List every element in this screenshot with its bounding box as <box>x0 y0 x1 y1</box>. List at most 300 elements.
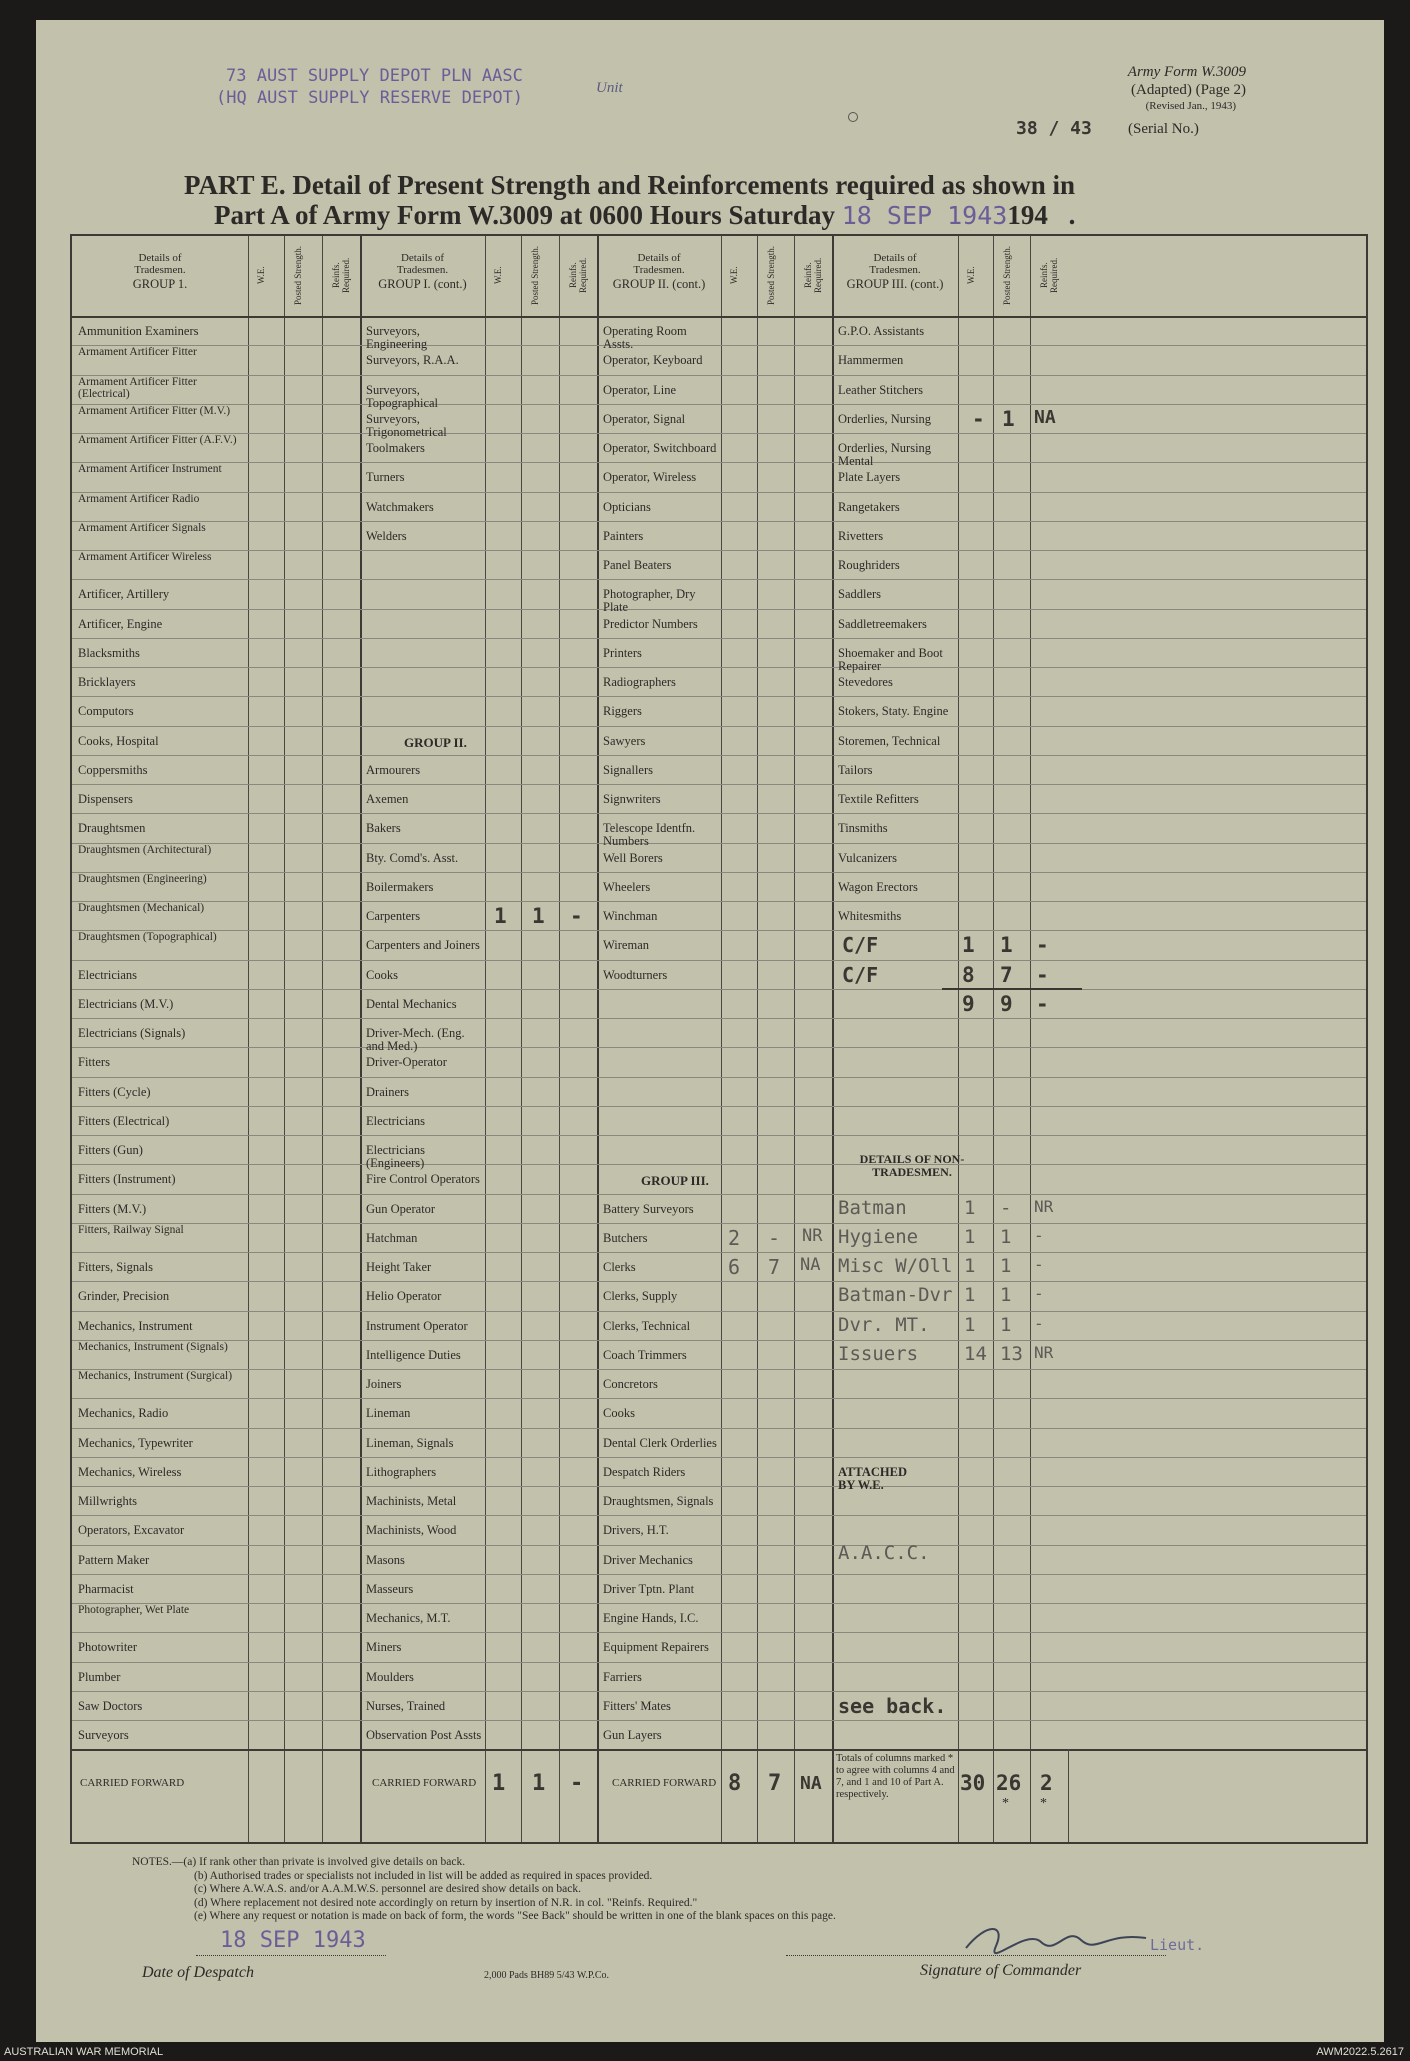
row-rule <box>72 1574 1366 1575</box>
notes-block <box>132 1856 836 1924</box>
cf-reinfs: - <box>1036 962 1049 987</box>
subheader-posted: Posted Strength. <box>1001 245 1012 305</box>
trade-row: Well Borers <box>603 850 663 865</box>
non-tradesman-posted: 1 <box>1000 1225 1012 1248</box>
group-heading: GROUP III. <box>641 1173 709 1189</box>
row-rule <box>72 404 1366 405</box>
trade-row: Carpenters and Joiners <box>366 938 480 953</box>
trade-row: Grinder, Precision <box>78 1289 170 1304</box>
form-revised: (Revised Jan., 1943) <box>1145 100 1236 112</box>
trade-row: Wireman <box>603 938 650 953</box>
trade-row: Masons <box>366 1552 405 1567</box>
year-suffix: 194 <box>1007 200 1048 230</box>
trade-row: Shoemaker and Boot Repairer <box>838 645 943 673</box>
row-rule <box>72 784 1366 785</box>
column-rule <box>597 236 599 1842</box>
trade-row: Carpenters <box>366 909 421 923</box>
column-rule <box>284 236 285 1842</box>
trade-row: Armament Artificer Fitter (Electrical) <box>78 375 197 400</box>
trade-row: Rangetakers <box>838 499 900 514</box>
row-rule <box>72 1340 1366 1341</box>
trade-row: Hammermen <box>838 353 904 368</box>
row-rule <box>72 1106 1366 1107</box>
trade-row: Bty. Comd's. Asst. <box>366 850 459 865</box>
non-tradesman-posted: 13 <box>1000 1342 1023 1365</box>
row-rule <box>72 550 1366 551</box>
subheader-reinfs: Reinfs. Required. <box>803 257 823 293</box>
part-e-title-line2: Part A of Army Form W.3009 at 0600 Hours Saturday <box>214 200 835 230</box>
row-rule <box>72 726 1366 727</box>
trade-row: Millwrights <box>78 1494 138 1508</box>
cf-label: C/F <box>842 933 879 958</box>
strength-table <box>70 234 1368 1844</box>
trade-row: Mechanics, Typewriter <box>78 1435 193 1450</box>
row-rule <box>72 1311 1366 1312</box>
trade-row: Surveyors, Engineering <box>366 324 428 351</box>
trade-row: Tinsmiths <box>838 821 888 836</box>
trade-row: Artificer, Engine <box>78 616 163 631</box>
trade-row: Photowriter <box>78 1640 138 1655</box>
header-rule <box>72 316 1366 318</box>
row-rule <box>72 1632 1366 1633</box>
trade-row: Armament Artificer Fitter (M.V.) <box>78 404 231 417</box>
totals-we: 30 <box>960 1771 986 1796</box>
trade-row: Electricians (Signals) <box>78 1026 186 1040</box>
non-tradesmen-header: DETAILS OF NON-TRADESMEN. <box>859 1151 965 1179</box>
row-rule <box>72 1457 1366 1458</box>
trade-row: Winchman <box>603 909 658 923</box>
trade-row: Concretors <box>603 1377 658 1391</box>
attached-header: ATTACHED BY W.E. <box>838 1464 907 1492</box>
row-rule <box>72 609 1366 610</box>
trade-row: Cooks <box>366 967 398 982</box>
trade-row: Blacksmiths <box>78 645 140 660</box>
note-d: (d) Where replacement not desired note accordingly on return by insertion of N.R. in col. "Reinfs. Required." <box>194 1896 698 1909</box>
trade-row: Armament Artificer Radio <box>78 492 200 505</box>
trade-row: Electricians (Engineers) <box>366 1143 425 1170</box>
group-heading: GROUP II. <box>404 734 467 750</box>
row-rule <box>72 1398 1366 1399</box>
trade-row: Roughriders <box>838 558 900 572</box>
carried-forward-label: CARRIED FORWARD <box>80 1777 185 1790</box>
row-rule <box>72 1486 1366 1487</box>
part-e-title: PART E. Detail of Present Strength and Reinforcements required as shown in Part A of Army Form W.3009 at 0600 Hours Saturday 18 SEP 1943194 . <box>184 170 1076 230</box>
trade-row: Instrument Operator <box>366 1318 468 1333</box>
trade-row: Armament Artificer Fitter (A.F.V.) <box>78 434 237 446</box>
trade-row: Fitters (M.V.) <box>78 1201 147 1216</box>
trade-row: Painters <box>603 528 644 543</box>
trade-row: Armament Artificer Wireless <box>78 551 212 563</box>
entry-reinfs: NA <box>800 1255 821 1275</box>
trade-row: Orderlies, Nursing <box>838 411 932 426</box>
subheader-reinfs: Reinfs. Required. <box>568 257 588 293</box>
row-rule <box>72 1194 1366 1195</box>
trade-row: Artificer, Artillery <box>78 587 170 602</box>
header-col2: Details of Tradesmen. GROUP I. (cont.) <box>378 252 467 291</box>
subheader-posted: Posted Strength. <box>530 245 540 305</box>
column-rule <box>832 236 834 1842</box>
trade-row: Storemen, Technical <box>838 733 941 748</box>
trade-row: Masseurs <box>366 1581 414 1596</box>
trade-row: Operator, Signal <box>603 411 686 426</box>
despatch-rule <box>196 1955 386 1956</box>
trade-row: Tailors <box>838 762 873 777</box>
column-rule <box>958 236 959 1842</box>
trade-row: Draughtsmen, Signals <box>603 1494 714 1508</box>
trade-row: Watchmakers <box>366 499 434 514</box>
trade-row: Woodturners <box>603 967 668 982</box>
trade-row: Welders <box>366 528 407 543</box>
trade-row: Engine Hands, I.C. <box>603 1611 699 1625</box>
form-number: Army Form W.3009 <box>1127 64 1246 80</box>
entry-we: 6 <box>728 1255 741 1279</box>
non-tradesman-we: 1 <box>964 1196 976 1219</box>
trade-row: Fitters (Cycle) <box>78 1084 151 1099</box>
trade-row: Mechanics, Instrument (Surgical) <box>78 1370 233 1382</box>
printer-imprint: 2,000 Pads BH89 5/43 W.P.Co. <box>484 1970 610 1981</box>
serial-label: (Serial No.) <box>1128 121 1199 137</box>
trade-row: Operators, Excavator <box>78 1523 185 1538</box>
subheader-we: W.E. <box>965 266 976 284</box>
cf-reinfs: NA <box>800 1773 822 1795</box>
entry-posted: 1 <box>1002 406 1015 431</box>
trade-row: Driver-Mech. (Eng. and Med.) <box>366 1026 465 1053</box>
row-rule <box>72 1223 1366 1224</box>
row-rule <box>72 492 1366 493</box>
non-tradesman-posted: 1 <box>1000 1284 1012 1307</box>
trade-row: Stevedores <box>838 675 893 689</box>
trade-row: Fitters' Mates <box>603 1698 671 1713</box>
totals-posted: 26 <box>996 1771 1022 1796</box>
cf-posted: 7 <box>1000 962 1013 987</box>
trade-row: Draughtsmen (Topographical) <box>78 931 217 944</box>
column-rule <box>485 236 486 1842</box>
trade-row: Clerks, Supply <box>603 1289 678 1304</box>
totals-reinfs: 2 <box>1040 1771 1053 1796</box>
trade-row: Fitters (Gun) <box>78 1143 143 1157</box>
trade-row: Ammunition Examiners <box>78 324 199 338</box>
trade-row: Saddlers <box>838 587 882 602</box>
row-rule <box>72 1720 1366 1721</box>
non-tradesman-posted: 1 <box>1000 1313 1012 1336</box>
trade-row: Lithographers <box>366 1464 437 1479</box>
trade-row: Drivers, H.T. <box>603 1523 669 1538</box>
non-tradesman-label: Batman-Dvr <box>838 1284 953 1307</box>
trade-row: Orderlies, Nursing Mental <box>838 441 932 468</box>
column-rule <box>1030 236 1031 1842</box>
non-tradesman-label: Misc W/Oll <box>838 1255 953 1277</box>
trade-row: Operator, Keyboard <box>603 353 703 368</box>
row-rule <box>72 375 1366 376</box>
trade-row: Drainers <box>366 1084 410 1099</box>
aacc-entry: A.A.C.C. <box>838 1541 930 1564</box>
trade-row: Turners <box>366 470 405 485</box>
non-tradesman-we: 1 <box>964 1225 976 1248</box>
row-rule <box>72 1515 1366 1516</box>
column-rule <box>360 236 362 1842</box>
form-page <box>36 20 1384 2042</box>
row-rule <box>72 1252 1366 1253</box>
trade-row: Cooks <box>603 1406 635 1421</box>
trade-row: Signwriters <box>603 792 661 806</box>
despatch-date-stamp: 18 SEP 1943 <box>220 1928 366 1953</box>
row-rule <box>72 462 1366 463</box>
cf-posted: 9 <box>1000 991 1013 1016</box>
row-rule <box>72 755 1366 756</box>
trade-row: Miners <box>366 1640 402 1655</box>
column-rule <box>521 236 522 1842</box>
trade-row: Armourers <box>366 762 421 777</box>
header-col4: Details of Tradesmen. GROUP III. (cont.) <box>846 252 944 291</box>
unit-stamp-line2: (HQ AUST SUPPLY RESERVE DEPOT) <box>216 88 524 108</box>
trade-row: Armament Artificer Instrument <box>78 463 222 476</box>
row-rule <box>72 901 1366 902</box>
row-rule <box>72 696 1366 697</box>
non-tradesman-label: Issuers <box>838 1342 919 1365</box>
sum-rule <box>942 988 1082 990</box>
row-rule <box>72 843 1366 844</box>
trade-row: Intelligence Duties <box>366 1347 461 1362</box>
trade-row: Driver Mechanics <box>603 1552 693 1567</box>
trade-row: Clerks, Technical <box>603 1318 691 1333</box>
row-rule <box>72 1077 1366 1078</box>
trade-row: Saddletreemakers <box>838 616 927 631</box>
subheader-posted: Posted Strength. <box>293 245 303 305</box>
non-tradesman-label: Dvr. MT. <box>838 1313 930 1336</box>
trade-row: Clerks <box>603 1260 636 1274</box>
trade-row: Whitesmiths <box>838 909 902 923</box>
trade-row: Fitters, Signals <box>78 1260 154 1274</box>
trade-row: Pattern Maker <box>78 1552 150 1567</box>
form-adapted: (Adapted) (Page 2) <box>1131 82 1246 98</box>
trade-row: Battery Surveyors <box>603 1201 694 1216</box>
row-rule <box>72 1603 1366 1604</box>
trade-row: Fitters, Railway Signal <box>78 1223 184 1236</box>
trade-row: Radiographers <box>603 675 676 689</box>
row-rule <box>72 989 1366 990</box>
see-back-entry: see back. <box>838 1693 947 1718</box>
row-rule <box>72 667 1366 668</box>
trade-row: Pharmacist <box>78 1581 134 1596</box>
trade-row: Machinists, Metal <box>366 1494 457 1508</box>
row-rule <box>72 960 1366 961</box>
body-end-rule <box>72 1749 1366 1751</box>
cf-we: 1 <box>962 933 975 958</box>
trade-row: Moulders <box>366 1669 414 1684</box>
column-rule <box>794 236 795 1842</box>
note-c: (c) Where A.W.A.S. and/or A.A.M.W.S. personnel are desired show details on back. <box>194 1883 581 1895</box>
trade-row: Saw Doctors <box>78 1698 143 1713</box>
column-rule <box>248 236 249 1842</box>
non-tradesman-we: 1 <box>964 1284 976 1307</box>
trade-row: Draughtsmen <box>78 821 146 836</box>
trade-row: Textile Refitters <box>838 792 919 806</box>
trade-row: Sawyers <box>603 733 646 748</box>
column-rule <box>1068 1749 1069 1842</box>
subheader-we: W.E. <box>256 266 266 284</box>
date-stamp-title: 18 SEP 1943 <box>841 201 1008 230</box>
entry-we: 1 <box>494 904 507 928</box>
trade-row: Draughtsmen (Engineering) <box>78 872 207 885</box>
trade-row: Wheelers <box>603 879 651 894</box>
trade-row: Surveyors, Trigonometrical <box>366 411 447 439</box>
column-rule <box>721 236 722 1842</box>
trade-row: Computors <box>78 704 134 719</box>
header-col1: Details of Tradesmen. GROUP 1. <box>132 252 188 291</box>
row-rule <box>72 1428 1366 1429</box>
trade-row: Fitters (Electrical) <box>78 1113 170 1128</box>
non-tradesman-reinfs: NR <box>1034 1342 1054 1362</box>
row-rule <box>72 1545 1366 1546</box>
entry-reinfs: - <box>570 904 583 928</box>
punch-hole <box>848 112 858 122</box>
carried-forward-label: CARRIED FORWARD <box>612 1777 717 1790</box>
row-rule <box>72 1281 1366 1282</box>
trade-row: Joiners <box>366 1377 402 1391</box>
trade-row: Toolmakers <box>366 441 425 455</box>
trade-row: Vulcanizers <box>838 850 897 865</box>
trade-row: Machinists, Wood <box>366 1523 457 1538</box>
unit-stamp-line1: 73 AUST SUPPLY DEPOT PLN AASC <box>226 66 523 86</box>
entry-posted: 1 <box>532 904 545 928</box>
trade-row: Gun Layers <box>603 1728 662 1742</box>
trade-row: Operating Room Assts. <box>603 324 687 351</box>
row-rule <box>72 813 1366 814</box>
cf-we: 8 <box>962 962 975 987</box>
trade-row: Equipment Repairers <box>603 1640 709 1655</box>
trade-row: Axemen <box>366 792 409 806</box>
subheader-we: W.E. <box>493 266 503 284</box>
cf-label: C/F <box>842 962 879 987</box>
totals-star: * <box>1040 1796 1047 1812</box>
trade-row: Gun Operator <box>366 1201 436 1216</box>
trade-row: Panel Beaters <box>603 558 672 572</box>
trade-row: Mechanics, Instrument (Signals) <box>78 1340 228 1353</box>
trade-row: Operator, Switchboard <box>603 441 717 455</box>
row-rule <box>72 1018 1366 1019</box>
subheader-we: W.E. <box>729 266 739 284</box>
row-rule <box>72 1135 1366 1136</box>
rank-stamp: Lieut. <box>1150 1936 1205 1954</box>
trade-row: Driver-Operator <box>366 1055 447 1070</box>
cf-posted: 1 <box>532 1771 546 1797</box>
trade-row: Fire Control Operators <box>366 1172 480 1187</box>
trade-row: Hatchman <box>366 1230 418 1245</box>
trade-row: Operator, Wireless <box>603 470 697 485</box>
non-tradesman-we: 1 <box>964 1255 976 1277</box>
trade-row: Plate Layers <box>838 470 901 485</box>
row-rule <box>72 1691 1366 1692</box>
trade-row: Height Taker <box>366 1260 432 1274</box>
trade-row: Surveyors <box>78 1728 129 1742</box>
column-rule <box>322 236 323 1842</box>
note-e: (e) Where any request or notation is made on back of form, the words "See Back" should be written in one of the blank spaces on this page. <box>194 1910 836 1922</box>
row-rule <box>72 638 1366 639</box>
non-tradesman-we: 14 <box>964 1342 987 1365</box>
trade-row: Dispensers <box>78 792 133 806</box>
row-rule <box>72 579 1366 580</box>
non-tradesman-label: Hygiene <box>838 1225 919 1248</box>
cf-we: 9 <box>962 991 975 1016</box>
trade-row: Mechanics, Instrument <box>78 1318 193 1333</box>
row-rule <box>72 1369 1366 1370</box>
non-tradesman-label: Batman <box>838 1196 907 1219</box>
cf-reinfs: - <box>1036 991 1049 1016</box>
signature-label: Signature of Commander <box>920 1962 1082 1979</box>
unit-handwritten: Unit <box>596 80 623 96</box>
note-a: NOTES.—(a) If rank other than private is involved give details on back. <box>132 1856 466 1868</box>
row-rule <box>72 345 1366 346</box>
entry-we: 2 <box>728 1225 741 1250</box>
trade-row: Signallers <box>603 762 653 777</box>
header-col3: Details of Tradesmen. GROUP II. (cont.) <box>612 252 706 291</box>
trade-row: Armament Artificer Signals <box>78 521 206 534</box>
trade-row: Dental Mechanics <box>366 996 457 1011</box>
row-rule <box>72 1047 1366 1048</box>
part-e-title-line1: PART E. Detail of Present Strength and Reinforcements required as shown in <box>184 170 1076 200</box>
trade-row: Mechanics, Wireless <box>78 1464 182 1479</box>
trade-row: Mechanics, M.T. <box>366 1611 451 1625</box>
entry-reinfs: NA <box>1034 406 1056 428</box>
trade-row: Fitters <box>78 1055 110 1070</box>
trade-row: Nurses, Trained <box>366 1698 446 1713</box>
cf-we: 1 <box>492 1771 506 1797</box>
trade-row: Electricians (M.V.) <box>78 996 174 1011</box>
trade-row: Wagon Erectors <box>838 879 918 894</box>
trade-row: Surveyors, R.A.A. <box>366 353 459 368</box>
credit-right: AWM2022.5.2617 <box>1316 2046 1404 2058</box>
carried-forward-label: CARRIED FORWARD <box>372 1777 477 1790</box>
trade-row: Driver Tptn. Plant <box>603 1581 695 1596</box>
trade-row: Coach Trimmers <box>603 1347 687 1362</box>
trade-row: Surveyors, Topographical <box>366 382 439 410</box>
commander-signature <box>956 1918 1156 1958</box>
entry-reinfs: NR <box>802 1225 823 1246</box>
credit-left: AUSTRALIAN WAR MEMORIAL <box>4 2046 164 2058</box>
row-rule <box>72 1164 1366 1165</box>
trade-row: Bakers <box>366 821 401 836</box>
subheader-posted: Posted Strength. <box>765 245 776 305</box>
trade-row: Cooks, Hospital <box>78 733 159 748</box>
trade-row: Dental Clerk Orderlies <box>603 1435 717 1450</box>
trade-row: Fitters (Instrument) <box>78 1172 176 1187</box>
non-tradesman-reinfs: - <box>1034 1313 1044 1333</box>
row-rule <box>72 521 1366 522</box>
cf-posted: 1 <box>1000 933 1013 958</box>
trade-row: Rivetters <box>838 528 884 543</box>
trade-row: Telescope Identfn. Numbers <box>603 821 696 849</box>
non-tradesman-reinfs: - <box>1034 1255 1044 1274</box>
cf-we: 8 <box>728 1771 742 1797</box>
entry-we: - <box>972 406 985 431</box>
trade-row: Photographer, Wet Plate <box>78 1604 190 1616</box>
trade-row: Electricians <box>366 1113 425 1128</box>
trade-row: Butchers <box>603 1230 648 1245</box>
row-rule <box>72 930 1366 931</box>
trade-row: Boilermakers <box>366 879 434 894</box>
trade-row: Helio Operator <box>366 1289 442 1304</box>
note-b: (b) Authorised trades or specialists not included in list will be added as required in spaces provided. <box>194 1869 653 1882</box>
serial-number: 38 / 43 <box>1016 118 1092 139</box>
non-tradesman-reinfs: - <box>1034 1284 1044 1304</box>
trade-row: Coppersmiths <box>78 762 148 777</box>
trade-row: Stokers, Staty. Engine <box>838 704 949 719</box>
row-rule <box>72 433 1366 434</box>
column-rule <box>993 236 994 1842</box>
trade-row: Draughtsmen (Architectural) <box>78 843 212 856</box>
non-tradesman-reinfs: - <box>1034 1225 1044 1245</box>
entry-posted: 7 <box>768 1255 781 1279</box>
